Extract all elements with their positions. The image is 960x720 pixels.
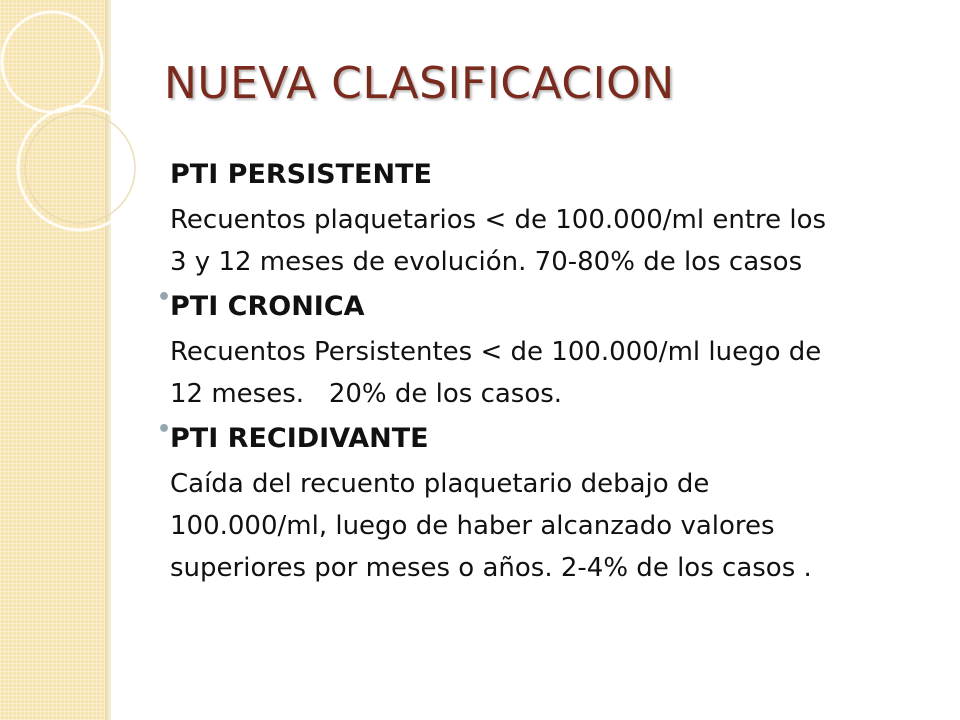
section-heading-persistente — [170, 157, 930, 193]
bullet-dot-icon: • — [157, 285, 172, 310]
section-text-line: 100.000/ml, luego de haber alcanzado valores — [170, 511, 775, 541]
section-text-line: 3 y 12 meses de evolución. 70-80% de los casos — [170, 247, 803, 277]
section-text-line: superiores por meses o años. 2-4% de los casos . — [170, 553, 812, 583]
section-heading-label: PTI PERSISTENTE — [170, 159, 432, 190]
section-heading-cronica — [157, 285, 930, 325]
slide-title: NUEVA CLASIFICACION — [164, 58, 675, 109]
bullet-dot-icon: • — [157, 417, 172, 442]
section-heading-label: PTI CRONICA — [170, 291, 365, 322]
section-heading-label: PTI RECIDIVANTE — [170, 423, 429, 454]
section-text-line: Caída del recuento plaquetario debajo de — [170, 469, 710, 499]
section-text-line: Recuentos Persistentes < de 100.000/ml luego de — [170, 337, 822, 367]
section-text-line: Recuentos plaquetarios < de 100.000/ml entre los — [170, 205, 827, 235]
section-text-line: 12 meses. 20% de los casos. — [170, 379, 563, 409]
section-heading-recidivante — [157, 417, 930, 457]
slide-content — [157, 157, 930, 590]
decorative-circles — [0, 0, 160, 260]
